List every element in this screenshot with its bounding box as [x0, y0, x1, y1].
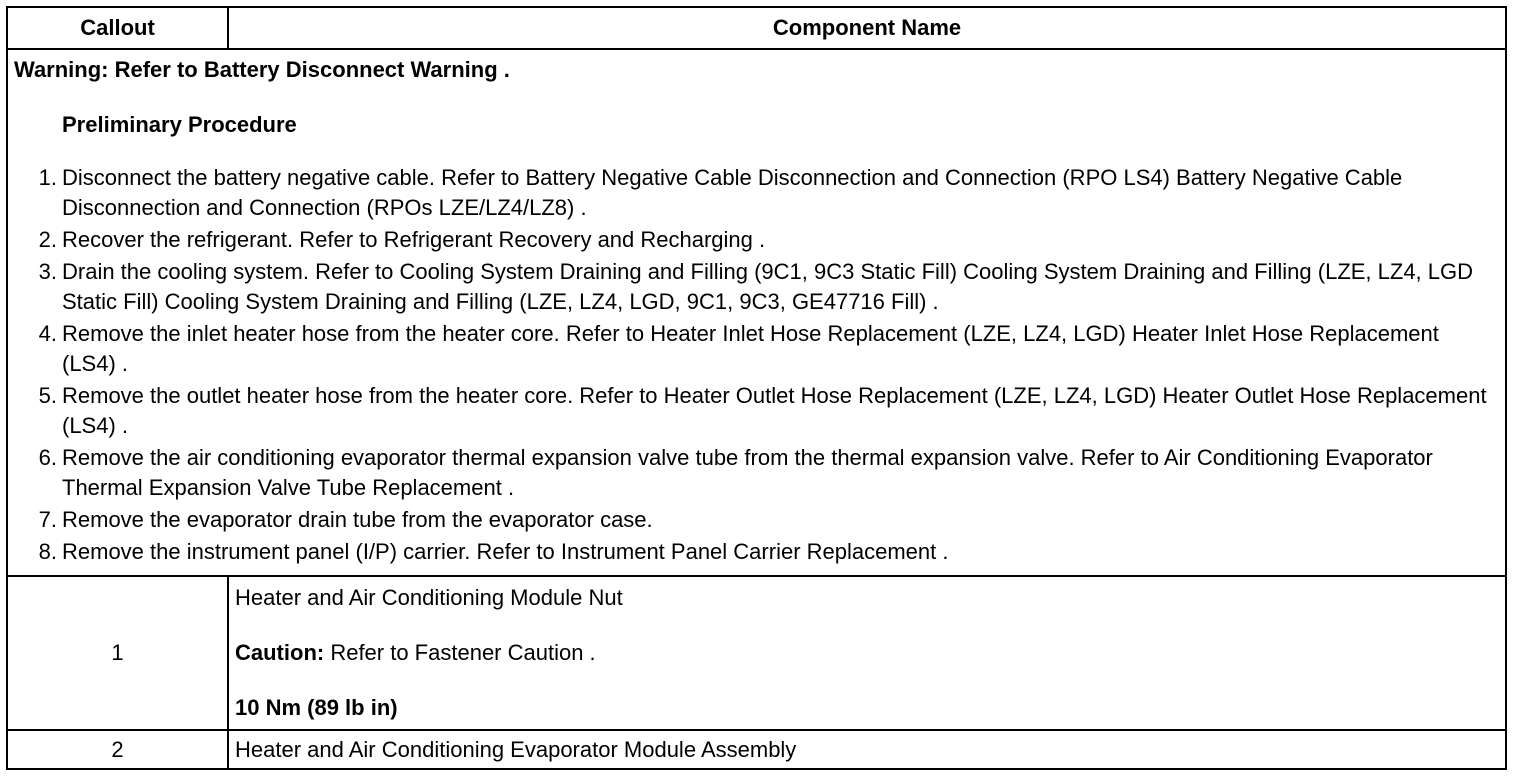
procedure-step: [14, 537, 1491, 567]
table-header-row: [7, 7, 1506, 49]
header-component-name: Component Name: [228, 7, 1506, 49]
procedure-step: [14, 257, 1491, 317]
procedure-row: [7, 49, 1506, 576]
torque-spec: 10 Nm (89 lb in): [235, 695, 398, 720]
step-number: 1.: [38, 165, 57, 190]
header-callout: Callout: [7, 7, 228, 49]
procedure-step: [14, 225, 1491, 255]
callout-number: 1: [7, 576, 228, 730]
step-number: 5.: [38, 383, 57, 408]
step-text: Remove the instrument panel (I/P) carrier. Refer to Instrument Panel Carrier Replacement .: [62, 539, 949, 564]
warning-line: [14, 56, 1491, 83]
step-text: Remove the air conditioning evaporator thermal expansion valve tube from the thermal expansion valve. Refer to Air Conditioning Evaporator Thermal Expansion Valve Tube Replacement .: [62, 445, 1433, 500]
procedure-cell: [7, 49, 1506, 576]
step-number: 7.: [38, 507, 57, 532]
procedure-steps: [14, 163, 1491, 567]
preliminary-procedure-title: Preliminary Procedure: [62, 112, 297, 137]
procedure-step: [14, 381, 1491, 441]
step-text: Remove the outlet heater hose from the heater core. Refer to Heater Outlet Hose Replacement (LZE, LZ4, LGD) Heater Outlet Hose Replacement (LS4) .: [62, 383, 1487, 438]
warning-prefix: Warning: Refer to: [14, 57, 204, 82]
procedure-step: [14, 505, 1491, 535]
component-name: Heater and Air Conditioning Module Nut: [235, 585, 623, 610]
component-row: [7, 576, 1506, 730]
step-text: Remove the inlet heater hose from the heater core. Refer to Heater Inlet Hose Replacement (LZE, LZ4, LGD) Heater Inlet Hose Replacement (LS4) .: [62, 321, 1439, 376]
step-text: Drain the cooling system. Refer to Cooling System Draining and Filling (9C1, 9C3 Static Fill) Cooling System Draining and Filling (LZE, LZ4, LGD Static Fill) Cooling System Draining and Filling (LZE, LZ4, LGD, 9C1, 9C3, GE47716 Fill) .: [62, 259, 1474, 314]
procedure-step: [14, 319, 1491, 379]
component-table: [6, 6, 1507, 770]
step-text: Recover the refrigerant. Refer to Refrigerant Recovery and Recharging .: [62, 227, 766, 252]
caution-label: Caution:: [235, 640, 325, 665]
callout-number: 2: [7, 730, 228, 769]
component-row: [7, 730, 1506, 769]
warning-suffix: .: [497, 57, 510, 82]
battery-disconnect-warning-link[interactable]: Battery Disconnect Warning: [203, 57, 498, 82]
caution-text: Refer to Fastener Caution .: [324, 640, 596, 665]
caution-line: [235, 638, 1499, 668]
step-number: 2.: [38, 227, 57, 252]
step-number: 6.: [38, 445, 57, 470]
component-details: [228, 576, 1506, 730]
procedure-step: [14, 443, 1491, 503]
step-text: Disconnect the battery negative cable. Refer to Battery Negative Cable Disconnection and Connection (RPO LS4) Battery Negative Cable Disconnection and Connection (RPOs LZE/LZ4/LZ8) .: [62, 165, 1403, 220]
step-text: Remove the evaporator drain tube from the evaporator case.: [62, 507, 653, 532]
step-number: 3.: [38, 259, 57, 284]
component-name: Heater and Air Conditioning Evaporator Module Assembly: [228, 730, 1506, 769]
step-number: 8.: [38, 539, 57, 564]
procedure-step: [14, 163, 1491, 223]
step-number: 4.: [38, 321, 57, 346]
